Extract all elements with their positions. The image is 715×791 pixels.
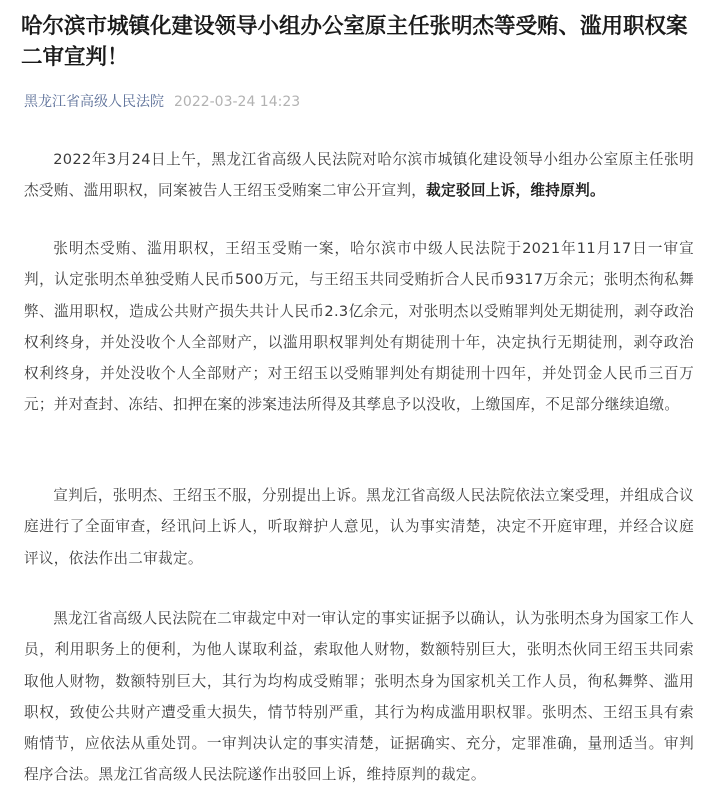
paragraph-1 — [24, 144, 694, 207]
paragraph-2 — [24, 233, 694, 421]
paragraph-3 — [24, 480, 694, 574]
paragraph-1-bold-text: 裁定驳回上诉，维持原判。 — [426, 182, 605, 200]
paragraph-3-text: 宣判后，张明杰、王绍玉不服，分别提出上诉。黑龙江省高级人民法院依法立案受理，并组成合议庭进行了全面审查，经讯问上诉人，听取辩护人意见，认为事实清楚，决定不开庭审理，并经合议庭评议，依法作出二审裁定。 — [24, 487, 694, 567]
paragraph-4 — [24, 603, 694, 791]
paragraph-4-text: 黑龙江省高级人民法院在二审裁定中对一审认定的事实证据予以确认，认为张明杰身为国家工作人员，利用职务上的便利，为他人谋取利益，索取他人财物，数额特别巨大，张明杰伙同王绍玉共同索取他人财物，数额特别巨大，其行为均构成受贿罪；张明杰身为国家机关工作人员，徇私舞弊、滥用职权，致使公共财产遭受重大损失，情节特别严重，其行为构成滥用职权罪。张明杰、王绍玉具有索贿情节，应依法从重处罚。一审判决认定的事实清楚，证据确实、充分，定罪准确，量刑适当。审判程序合法。黑龙江省高级人民法院遂作出驳回上诉，维持原判的裁定。 — [24, 610, 694, 784]
publish-date: 2022-03-24 14:23 — [174, 94, 301, 110]
article-title: 哈尔滨市城镇化建设领导小组办公室原主任张明杰等受贿、滥用职权案二审宣判！ — [21, 14, 688, 70]
paragraph-2-text: 张明杰受贿、滥用职权，王绍玉受贿一案，哈尔滨市中级人民法院于2021年11月17日一审宣判，认定张明杰单独受贿人民币500万元，与王绍玉共同受贿折合人民币9317万余元；张明杰徇私舞弊、滥用职权，造成公共财产损失共计人民币2.3亿余元，对张明杰以受贿罪判处无期徒刑，剥夺政治权利终身，并处没收个人全部财产，以滥用职权罪判处有期徒刑十年，决定执行无期徒刑，剥夺政治权利终身，并处没收个人全部财产；对王绍玉以受贿罪判处有期徒刑十四年，并处罚金人民币三百万元；并对查封、冻结、扣押在案的涉案违法所得及其孳息予以没收，上缴国库，不足部分继续追缴。 — [24, 240, 694, 414]
source-link[interactable]: 黑龙江省高级人民法院 — [24, 94, 164, 110]
article-meta — [24, 93, 300, 111]
paragraph-1-text: 2022年3月24日上午，黑龙江省高级人民法院对哈尔滨市城镇化建设领导小组办公室原主任张明杰受贿、滥用职权，同案被告人王绍玉受贿案二审公开宣判， — [24, 151, 694, 200]
